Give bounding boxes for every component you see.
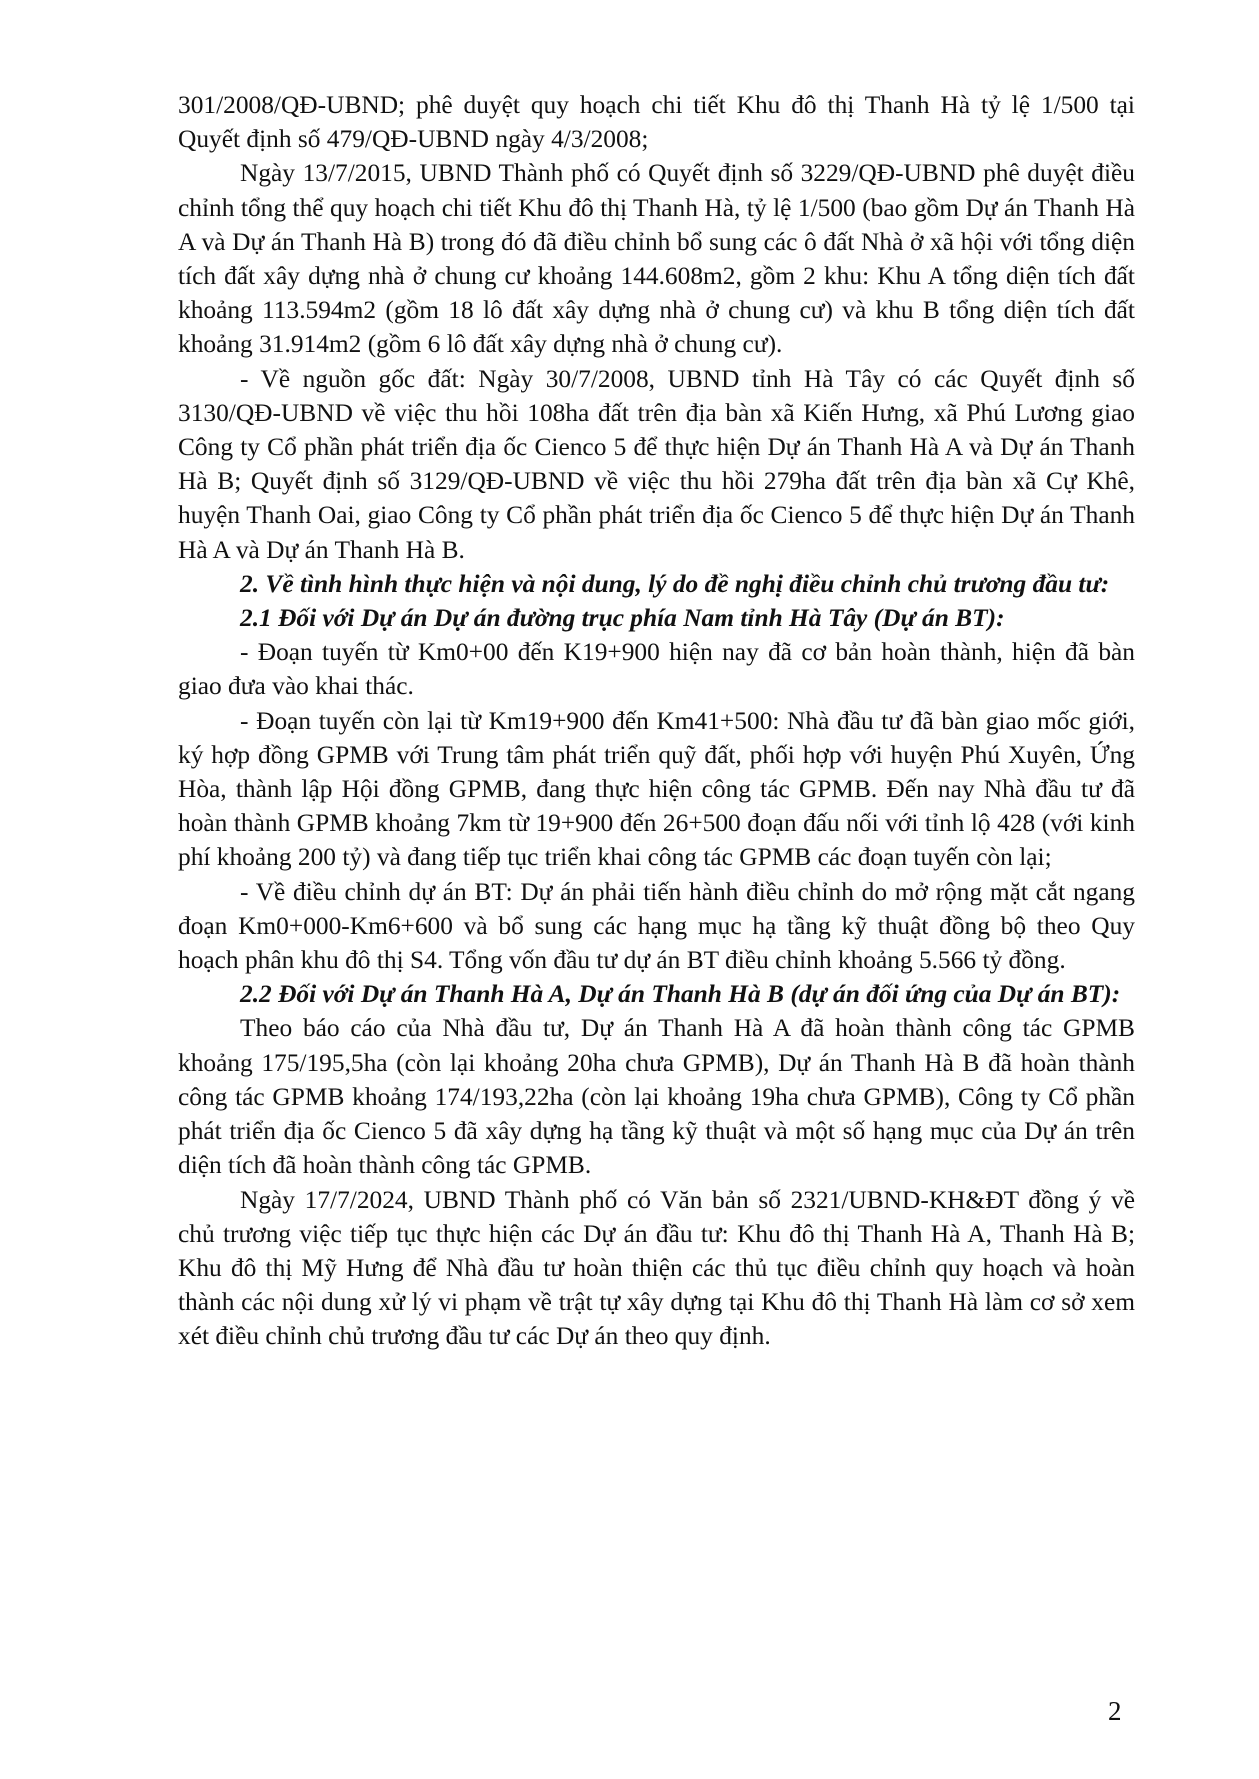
paragraph-decision-3229: Ngày 13/7/2015, UBND Thành phố có Quyết định số 3229/QĐ-UBND phê duyệt điều chỉnh tổng thể quy hoạch chi tiết Khu đô thị Thanh Hà, tỷ lệ 1/500 (bao gồm Dự án Thanh Hà A và Dự án Thanh Hà B) trong đó đã điều chỉnh bổ sung các ô đất Nhà ở xã hội với tổng diện tích đất xây dựng nhà ở chung cư khoảng 144.608m2, gồm 2 khu: Khu A tổng diện tích đất khoảng 113.594m2 (gồm 18 lô đất xây dựng nhà ở chung cư) và khu B tổng diện tích đất khoảng 31.914m2 (gồm 6 lô đất xây dựng nhà ở chung cư).: [178, 159, 1135, 359]
document-body: [178, 88, 1135, 1354]
paragraph-continuation: 301/2008/QĐ-UBND; phê duyệt quy hoạch chi tiết Khu đô thị Thanh Hà tỷ lệ 1/500 tại Quyết định số 479/QĐ-UBND ngày 4/3/2008;: [178, 91, 1135, 154]
paragraph-document-2321: Ngày 17/7/2024, UBND Thành phố có Văn bản số 2321/UBND-KH&ĐT đồng ý về chủ trương việc tiếp tục thực hiện các Dự án đầu tư: Khu đô thị Thanh Hà A, Thanh Hà B; Khu đô thị Mỹ Hưng để Nhà đầu tư hoàn thiện các thủ tục điều chỉnh quy hoạch và hoàn thành các nội dung xử lý vi phạm về trật tự xây dựng tại Khu đô thị Thanh Hà làm cơ sở xem xét điều chỉnh chủ trương đầu tư các Dự án theo quy định.: [178, 1185, 1135, 1351]
section-heading-2: 2. Về tình hình thực hiện và nội dung, lý do đề nghị điều chỉnh chủ trương đầu tư:: [240, 569, 1110, 598]
paragraph-route-segment-2: - Đoạn tuyến còn lại từ Km19+900 đến Km41+500: Nhà đầu tư đã bàn giao mốc giới, ký hợp đồng GPMB với Trung tâm phát triển quỹ đất, phối hợp với huyện Phú Xuyên, Ứng Hòa, thành lập Hội đồng GPMB, đang thực hiện công tác GPMB. Đến nay Nhà đầu tư đã hoàn thành GPMB khoảng 7km từ 19+900 đến 26+500 đoạn đấu nối với tỉnh lộ 428 (với kinh phí khoảng 200 tỷ) và đang tiếp tục triển khai công tác GPMB các đoạn tuyến còn lại;: [178, 706, 1135, 872]
paragraph-land-origin: - Về nguồn gốc đất: Ngày 30/7/2008, UBND tỉnh Hà Tây có các Quyết định số 3130/QĐ-UBND về việc thu hồi 108ha đất trên địa bàn xã Kiến Hưng, xã Phú Lương giao Công ty Cổ phần phát triển địa ốc Cienco 5 để thực hiện Dự án Thanh Hà A và Dự án Thanh Hà B; Quyết định số 3129/QĐ-UBND về việc thu hồi 279ha đất trên địa bàn xã Cự Khê, huyện Thanh Oai, giao Công ty Cổ phần phát triển địa ốc Cienco 5 để thực hiện Dự án Thanh Hà A và Dự án Thanh Hà B.: [178, 364, 1135, 564]
section-heading-2-2: 2.2 Đối với Dự án Thanh Hà A, Dự án Thanh Hà B (dự án đối ứng của Dự án BT):: [240, 980, 1121, 1009]
paragraph-bt-adjustment: - Về điều chỉnh dự án BT: Dự án phải tiến hành điều chỉnh do mở rộng mặt cắt ngang đoạn Km0+000-Km6+600 và bổ sung các hạng mục hạ tầng kỹ thuật đồng bộ theo Quy hoạch phân khu đô thị S4. Tổng vốn đầu tư dự án BT điều chỉnh khoảng 5.566 tỷ đồng.: [178, 877, 1135, 975]
paragraph-route-segment-1: - Đoạn tuyến từ Km0+00 đến K19+900 hiện nay đã cơ bản hoàn thành, hiện đã bàn giao đưa vào khai thác.: [178, 638, 1135, 701]
paragraph-investor-report: Theo báo cáo của Nhà đầu tư, Dự án Thanh Hà A đã hoàn thành công tác GPMB khoảng 175/195,5ha (còn lại khoảng 20ha chưa GPMB), Dự án Thanh Hà B đã hoàn thành công tác GPMB khoảng 174/193,22ha (còn lại khoảng 19ha chưa GPMB), Công ty Cổ phần phát triển địa ốc Cienco 5 đã xây dựng hạ tầng kỹ thuật và một số hạng mục của Dự án trên diện tích đã hoàn thành công tác GPMB.: [178, 1014, 1135, 1180]
page-number: 2: [1108, 1696, 1122, 1726]
section-heading-2-1: 2.1 Đối với Dự án Dự án đường trục phía Nam tỉnh Hà Tây (Dự án BT):: [240, 604, 1005, 633]
